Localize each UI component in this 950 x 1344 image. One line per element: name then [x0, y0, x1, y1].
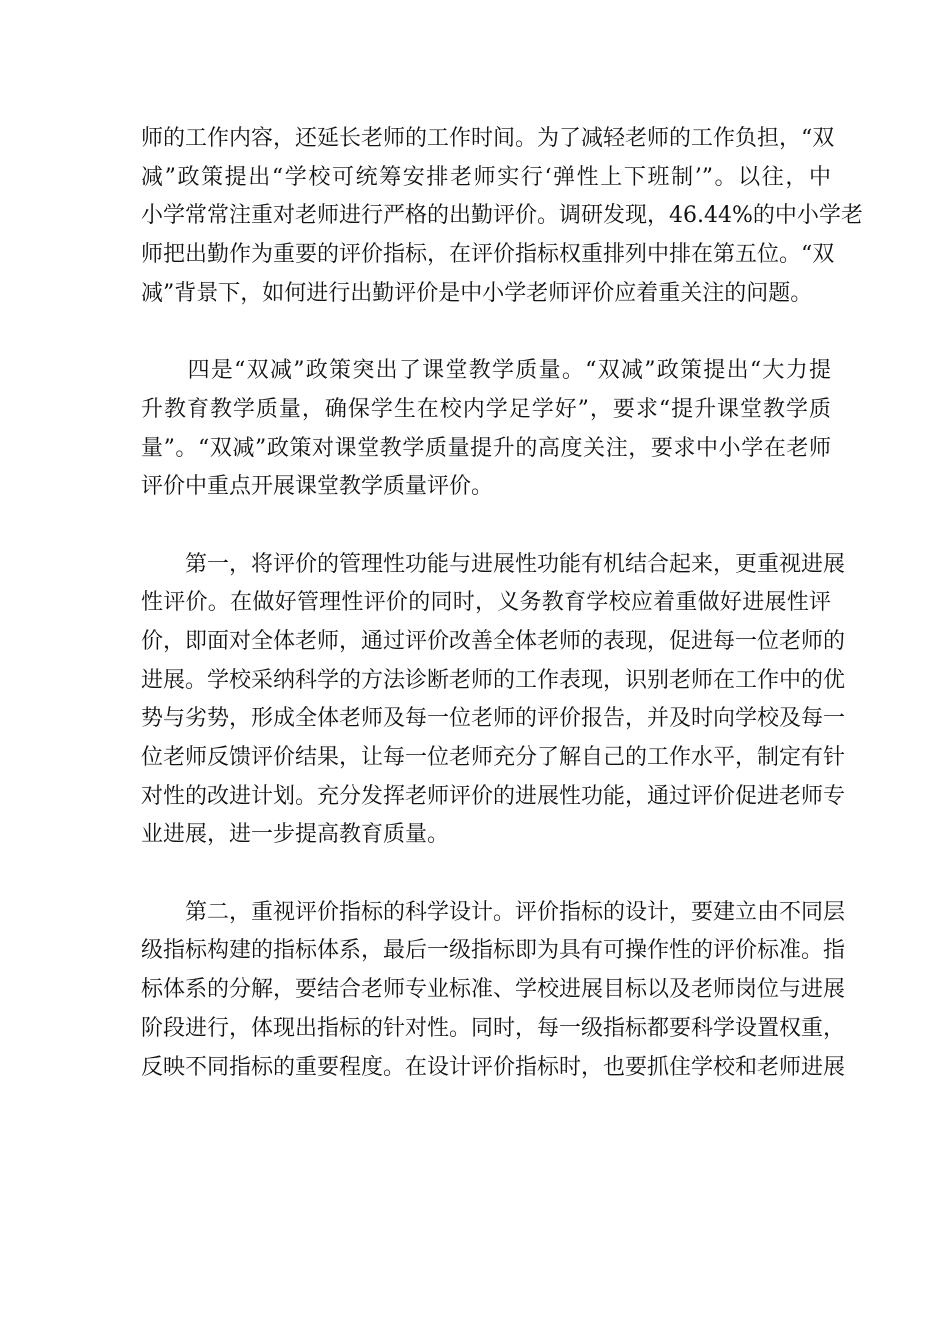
text-line: 减”背景下，如何进行出勤评价是中小学老师评价应着重关注的问题。: [141, 280, 813, 306]
paragraph-gap: [141, 313, 831, 352]
text-line: 小学常常注重对老师进行严格的出勤评价。调研发现，46.44%的中小学老: [141, 203, 863, 229]
text-line: 第二，重视评价指标的科学设计。评价指标的设计，要建立由不同层: [141, 899, 846, 925]
text-line: 升教育教学质量，确保学生在校内学足学好”，要求“提升课堂教学质: [141, 396, 831, 422]
text-line: 价，即面对全体老师，通过评价改善全体老师的表现，促进每一位老师的: [141, 628, 846, 654]
text-line: 师把出勤作为重要的评价指标，在评价指标权重排列中排在第五位。“双: [141, 242, 835, 268]
text-line: 对性的改进计划。充分发挥老师评价的进展性功能，通过评价促进老师专: [141, 783, 846, 809]
text-line: 位老师反馈评价结果，让每一位老师充分了解自己的工作水平，制定有针: [141, 745, 846, 770]
document-body: [141, 120, 863, 1087]
text-line: 进展。学校采纳科学的方法诊断老师的工作表现，识别老师在工作中的优: [141, 667, 846, 693]
text-line: 性评价。在做好管理性评价的同时，义务教育学校应着重做好进展性评: [141, 590, 831, 616]
text-line: 第一，将评价的管理性功能与进展性功能有机结合起来，更重视进展: [141, 551, 846, 577]
text-line: 级指标构建的指标体系，最后一级指标即为具有可操作性的评价标准。指: [141, 938, 846, 964]
paragraph-4: [141, 894, 846, 1087]
text-line: 评价中重点开展课堂教学质量评价。: [141, 474, 494, 500]
text-line: 师的工作内容，还延长老师的工作时间。为了减轻老师的工作负担，“双: [141, 126, 835, 151]
text-line: 业进展，进一步提高教育质量。: [141, 822, 450, 848]
text-line: 反映不同指标的重要程度。在设计评价指标时，也要抓住学校和老师进展: [141, 1054, 846, 1080]
text-line: 阶段进行，体现出指标的针对性。同时，每一级指标都要科学设置权重，: [141, 1015, 846, 1041]
text-line: 量”。“双减”政策对课堂教学质量提升的高度关注，要求中小学在老师: [141, 435, 831, 461]
text-line: 减”政策提出“学校可统筹安排老师实行‘弹性上下班制’”。以往，中: [141, 164, 831, 190]
text-line: 标体系的分解，要结合老师专业标准、学校进展目标以及老师岗位与进展: [141, 977, 846, 1003]
paragraph-gap: [141, 507, 831, 546]
paragraph-gap: [141, 855, 831, 894]
text-line: 势与劣势，形成全体老师及每一位老师的评价报告，并及时向学校及每一: [141, 706, 846, 732]
paragraph-1: [141, 120, 863, 313]
paragraph-3: [141, 546, 846, 856]
text-line: 四是“双减”政策突出了课堂教学质量。“双减”政策提出“大力提: [141, 358, 831, 384]
paragraph-2: [141, 352, 831, 507]
